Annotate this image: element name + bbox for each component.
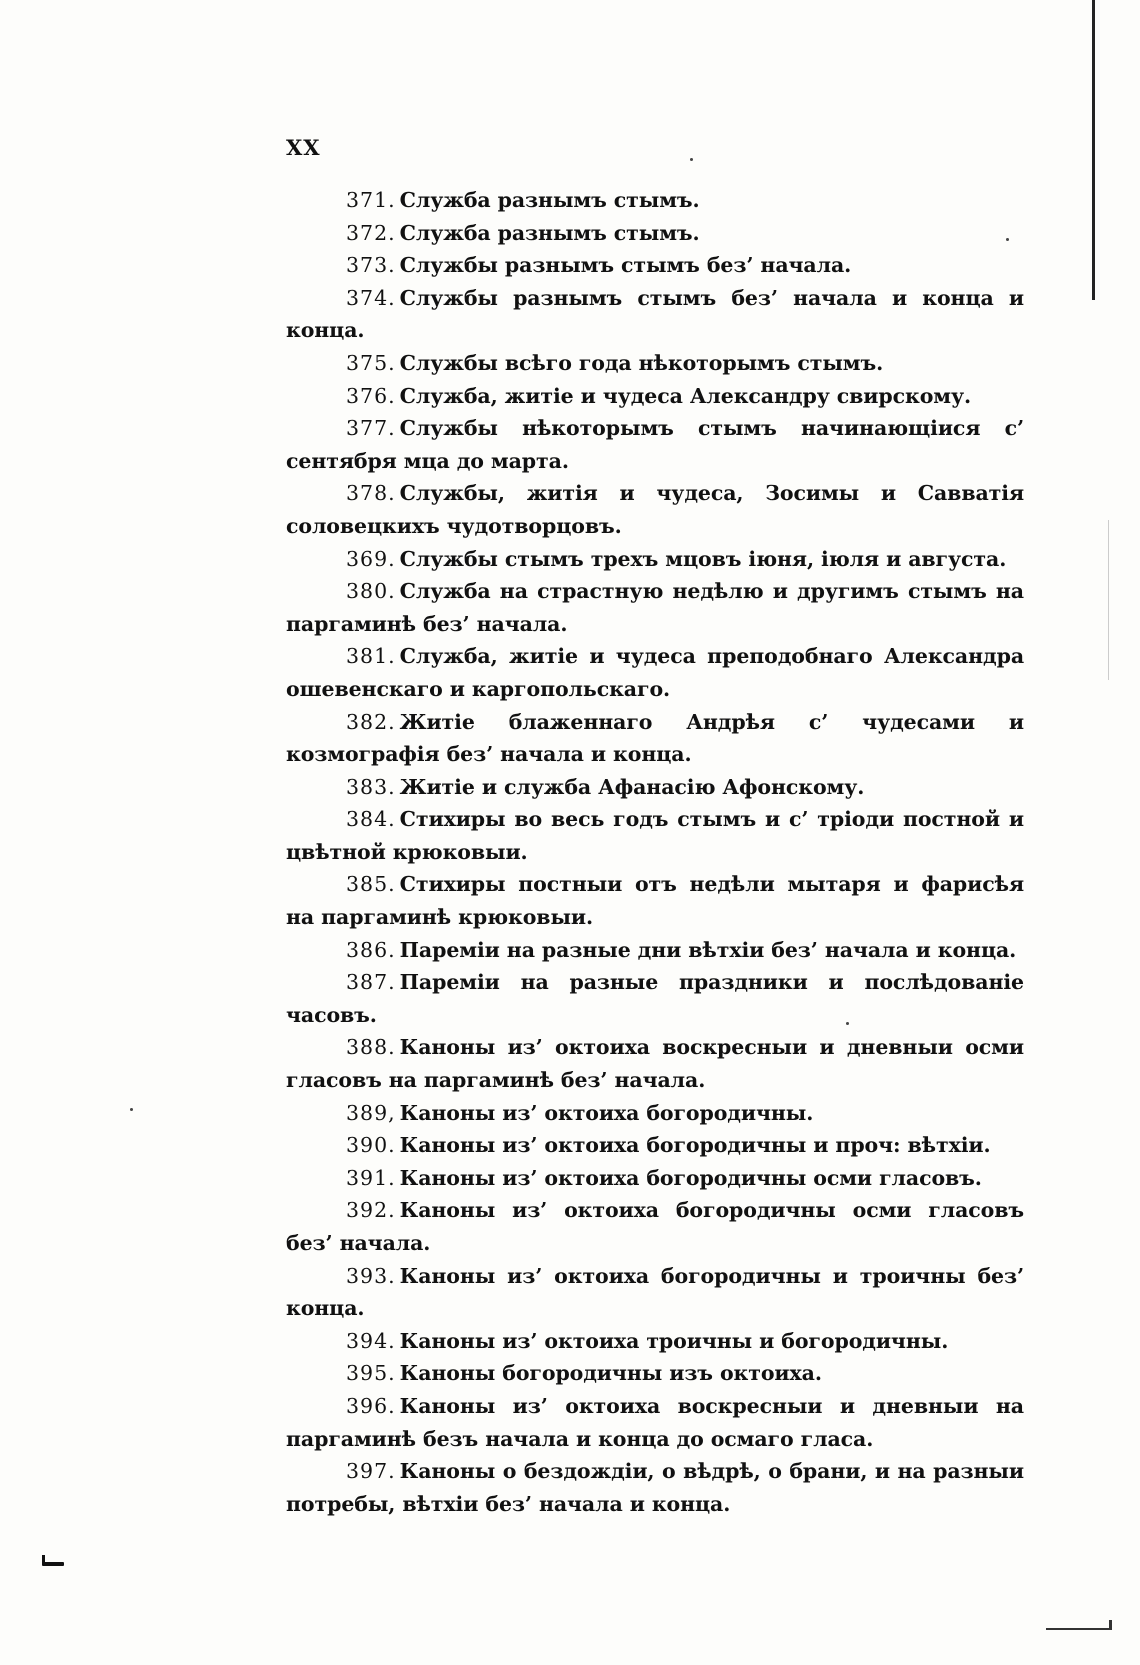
entry-number: 382. [346,709,396,734]
list-item [286,380,1024,413]
page-number: XX [286,135,321,160]
entry-text: Служба разнымъ стымъ. [399,188,700,212]
entry-text: Стихиры постныи отъ недѣли мытаря и фарисѣя на паргаминѣ крюковыи. [286,872,1024,930]
entry-number: 371. [346,188,396,212]
entry-text: Служба разнымъ стымъ. [399,220,700,245]
entry-number: 376. [346,383,396,408]
entry-number: 388. [346,1035,396,1060]
scan-speck [1006,238,1009,241]
list-item [286,184,1024,217]
entry-number: 380. [346,579,396,604]
entry-number: 386. [346,937,396,962]
scan-speck [690,158,693,161]
page-edge-shadow [1108,520,1109,680]
entry-text: Службы разнымъ стымъ без’ начала и конца и конца. [286,285,1024,343]
entry-number: 377. [346,416,396,441]
entry-number: 372. [346,220,396,245]
entry-number: 392. [346,1198,396,1223]
entry-text: Службы стымъ трехъ мцовъ іюня, іюля и августа. [399,546,1007,571]
entry-text: Житіе блаженнаго Андрѣя с’ чудесами и козмографія без’ начала и конца. [286,709,1024,767]
entry-number: 369. [346,546,396,571]
list-item [286,1455,1024,1520]
entry-number: 390. [346,1133,396,1158]
scan-speck [130,1108,133,1111]
entry-text: Пареміи на разные дни вѣтхіи без’ начала и конца. [399,937,1017,962]
entry-text: Житіе и служба Афанасію Афонскому. [399,774,865,799]
entry-text: Каноны о бездождіи, о вѣдрѣ, о брани, и на разныи потребы, вѣтхіи без’ начала и конца. [286,1459,1024,1516]
list-item [286,1390,1024,1455]
entry-text: Каноны из’ октоиха богородичны осми гласовъ. [399,1165,982,1190]
list-item [286,1194,1024,1259]
entry-number: 387. [346,970,396,995]
entry-number: 375. [346,350,396,375]
entry-text: Каноны из’ октоиха богородичны и троичны без’ конца. [286,1263,1024,1321]
scan-speck [846,1022,849,1025]
list-item [286,477,1024,542]
scan-margin-mark [42,1562,64,1566]
entry-number: 384. [346,807,396,832]
entry-number: 391. [346,1165,396,1190]
entry-text: Служба, житіе и чудеса преподобнаго Александра ошевенскаго и каргопольскаго. [286,644,1024,701]
entry-text: Каноны из’ октоиха троичны и богородичны. [399,1328,949,1353]
entry-text: Службы нѣкоторымъ стымъ начинающіися с’ сентября мца до марта. [286,416,1024,473]
list-item [286,1097,1024,1130]
entry-number: 373. [346,253,396,278]
list-item [286,1260,1024,1325]
entry-number: 397. [346,1459,396,1484]
entry-text: Каноны из’ октоиха воскресныи и дневныи на паргаминѣ безъ начала и конца до осмаго гласа. [286,1393,1024,1451]
scan-margin-mark [1046,1628,1112,1630]
list-item [286,934,1024,967]
entry-text: Службы всѣго года нѣкоторымъ стымъ. [399,350,884,375]
entry-number: 381. [346,644,396,669]
entry-text: Служба, житіе и чудеса Александру свирскому. [399,383,972,408]
entry-text: Пареміи на разные праздники и послѣдованіе часовъ. [286,970,1024,1027]
list-item [286,706,1024,771]
entry-text: Каноны из’ октоиха воскресныи и дневныи осми гласовъ на паргаминѣ без’ начала. [286,1035,1024,1093]
entry-text: Каноны из’ октоиха богородичны и проч: вѣтхіи. [399,1133,991,1158]
list-item [286,640,1024,705]
list-item [286,1162,1024,1195]
entry-number: 389, [346,1100,396,1125]
list-item [286,347,1024,380]
list-item [286,1325,1024,1358]
list-item [286,1031,1024,1096]
entry-number: 394. [346,1328,396,1353]
list-item [286,1129,1024,1162]
list-item [286,282,1024,347]
list-item [286,803,1024,868]
entry-number: 383. [346,774,396,799]
entry-text: Каноны из’ октоиха богородичны осми гласовъ без’ начала. [286,1198,1024,1255]
entry-text: Стихиры во весь годъ стымъ и с’ тріоди постной и цвѣтной крюковыи. [286,807,1024,864]
list-item [286,868,1024,933]
entry-text: Каноны богородичны изъ октоиха. [399,1361,822,1386]
entry-text: Каноны из’ октоиха богородичны. [399,1100,814,1125]
entry-number: 374. [346,285,396,310]
entry-number: 385. [346,872,396,897]
entry-number: 378. [346,481,396,506]
entry-text: Служба на страстную недѣлю и другимъ стымъ на паргаминѣ без’ начала. [286,579,1024,636]
list-item [286,217,1024,250]
entry-text: Службы разнымъ стымъ без’ начала. [399,253,852,278]
entry-number: 395. [346,1361,396,1386]
entry-text: Службы, житія и чудеса, Зосимы и Савватія соловецкихъ чудотворцовъ. [286,481,1024,538]
list-item [286,543,1024,576]
list-item [286,412,1024,477]
page-edge-rule [1092,0,1095,300]
list-item [286,966,1024,1031]
list-item [286,771,1024,804]
list-item [286,1357,1024,1390]
manuscript-list [286,184,1024,1520]
list-item [286,575,1024,640]
list-item [286,249,1024,282]
entry-number: 396. [346,1393,396,1418]
entry-number: 393. [346,1263,396,1288]
